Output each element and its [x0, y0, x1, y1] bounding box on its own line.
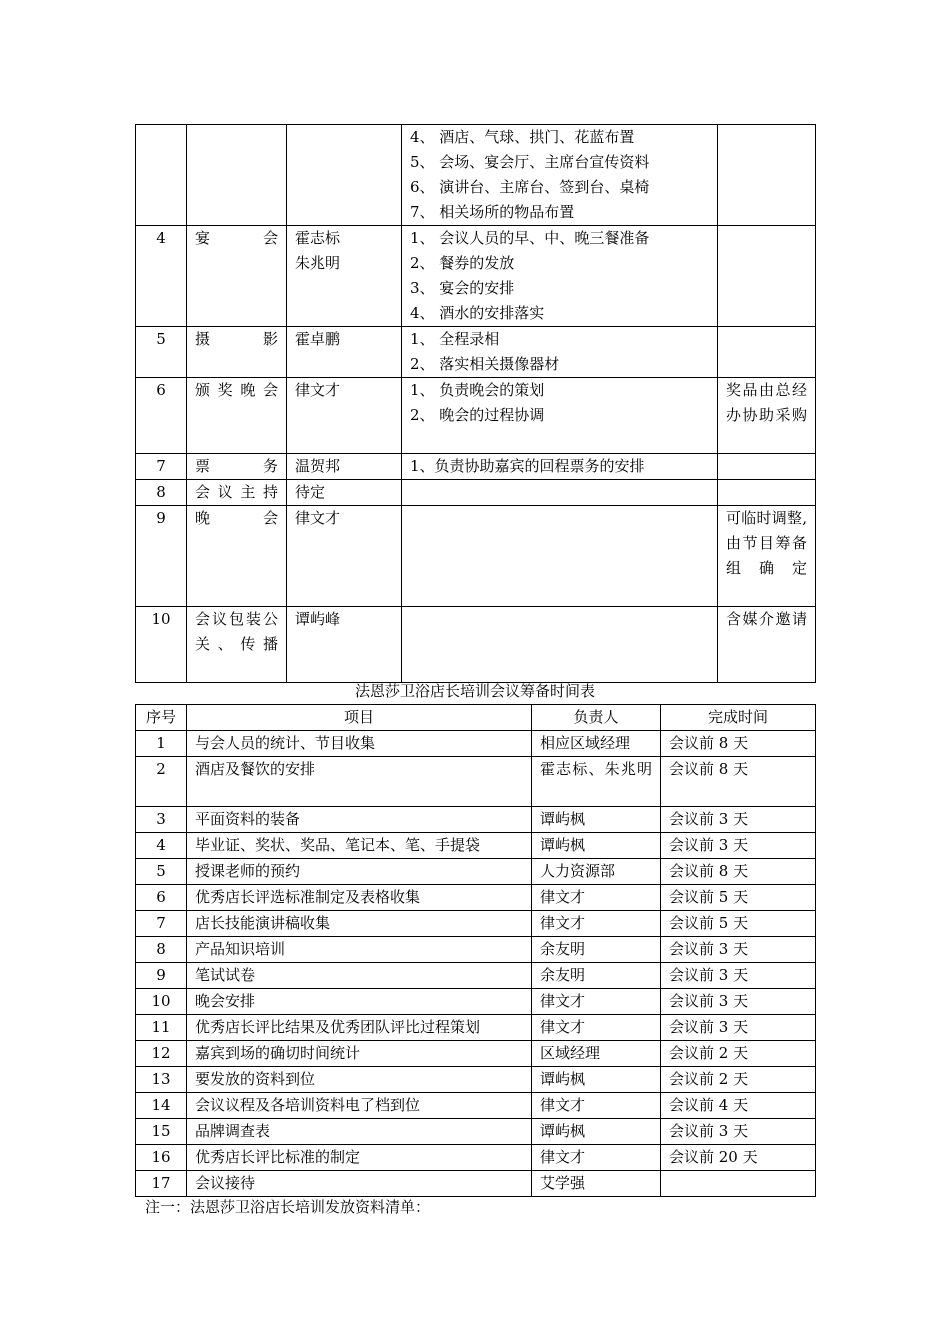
item-cell: 宴会 — [187, 226, 287, 327]
item-cell: 与会人员的统计、节目收集 — [187, 731, 532, 757]
item-cell: 会议包装公关、传播 — [187, 607, 287, 683]
table-row — [136, 226, 816, 327]
table-row — [136, 937, 816, 963]
tasks-cell — [402, 226, 718, 327]
remark-cell — [718, 454, 816, 480]
row-number: 15 — [136, 1119, 187, 1145]
header-owner: 负责人 — [532, 705, 661, 731]
tasks-cell — [402, 506, 718, 607]
owner-cell: 余友明 — [532, 937, 661, 963]
item-cell: 产品知识培训 — [187, 937, 532, 963]
tasks-cell — [402, 454, 718, 480]
table-row — [136, 885, 816, 911]
table-row — [136, 963, 816, 989]
time-cell: 会议前 8 天 — [661, 731, 816, 757]
owner-cell: 谭屿枫 — [532, 1067, 661, 1093]
item-cell: 晚会 — [187, 506, 287, 607]
item-cell: 店长技能演讲稿收集 — [187, 911, 532, 937]
owner-cell: 待定 — [287, 480, 402, 506]
header-item: 项目 — [187, 705, 532, 731]
table-row — [136, 1145, 816, 1171]
item-cell: 毕业证、奖状、奖品、笔记本、笔、手提袋 — [187, 833, 532, 859]
table-row — [136, 607, 816, 683]
item-cell: 会议接待 — [187, 1171, 532, 1197]
time-cell: 会议前 8 天 — [661, 859, 816, 885]
task-line: 2、 餐券的发放 — [410, 254, 515, 272]
header-no: 序号 — [136, 705, 187, 731]
item-cell: 颁奖晚会 — [187, 378, 287, 454]
item-cell: 要发放的资料到位 — [187, 1067, 532, 1093]
owner-cell: 律文才 — [287, 506, 402, 607]
task-assignment-table — [135, 124, 816, 683]
owner-cell: 霍卓鹏 — [287, 327, 402, 378]
time-cell: 会议前 2 天 — [661, 1041, 816, 1067]
remark-cell — [718, 125, 816, 226]
owner-cell: 谭屿峰 — [287, 607, 402, 683]
table-row — [136, 378, 816, 454]
row-number: 8 — [136, 937, 187, 963]
row-number: 6 — [136, 378, 187, 454]
owner-cell: 霍志标 朱兆明 — [287, 226, 402, 327]
time-cell: 会议前 5 天 — [661, 885, 816, 911]
row-number: 9 — [136, 506, 187, 607]
row-number — [136, 125, 187, 226]
remark-cell — [718, 226, 816, 327]
owner-cell: 霍志标、朱兆明 — [532, 757, 661, 807]
task-line: 1、负责协助嘉宾的回程票务的安排 — [410, 457, 645, 475]
tasks-cell — [402, 378, 718, 454]
table-row — [136, 1093, 816, 1119]
item-cell: 平面资料的装备 — [187, 807, 532, 833]
remark-cell — [718, 327, 816, 378]
item-cell: 会议主持 — [187, 480, 287, 506]
row-number: 9 — [136, 963, 187, 989]
time-cell: 会议前 8 天 — [661, 757, 816, 807]
item-cell: 会议议程及各培训资料电了档到位 — [187, 1093, 532, 1119]
task-line: 1、 会议人员的早、中、晚三餐准备 — [410, 229, 650, 247]
row-number: 10 — [136, 989, 187, 1015]
row-number: 8 — [136, 480, 187, 506]
table-row — [136, 1041, 816, 1067]
row-number: 2 — [136, 757, 187, 807]
header-time: 完成时间 — [661, 705, 816, 731]
item-cell: 摄影 — [187, 327, 287, 378]
time-cell — [661, 1171, 816, 1197]
time-cell: 会议前 3 天 — [661, 963, 816, 989]
row-number: 1 — [136, 731, 187, 757]
schedule-table — [135, 704, 816, 1197]
owner-cell: 律文才 — [532, 885, 661, 911]
owner-cell: 律文才 — [532, 989, 661, 1015]
row-number: 16 — [136, 1145, 187, 1171]
table-row — [136, 1015, 816, 1041]
owner-cell: 律文才 — [532, 911, 661, 937]
item-cell: 品牌调查表 — [187, 1119, 532, 1145]
time-cell: 会议前 4 天 — [661, 1093, 816, 1119]
row-number: 4 — [136, 833, 187, 859]
schedule-caption: 法恩莎卫浴店长培训会议筹备时间表 — [354, 682, 595, 700]
row-number: 17 — [136, 1171, 187, 1197]
owner-cell: 谭屿枫 — [532, 1119, 661, 1145]
item-cell — [187, 125, 287, 226]
row-number: 10 — [136, 607, 187, 683]
row-number: 5 — [136, 859, 187, 885]
task-line: 2、 晚会的过程协调 — [410, 406, 545, 424]
owner-cell: 律文才 — [532, 1145, 661, 1171]
tasks-cell — [402, 480, 718, 506]
row-number: 5 — [136, 327, 187, 378]
time-cell: 会议前 3 天 — [661, 833, 816, 859]
note-text: 注一：法恩莎卫浴店长培训发放资料清单： — [145, 1198, 431, 1216]
table-row — [136, 807, 816, 833]
row-number: 4 — [136, 226, 187, 327]
table-row — [136, 327, 816, 378]
table-row — [136, 506, 816, 607]
remark-cell: 奖品由总经办协助采购 — [718, 378, 816, 454]
task-line: 1、 负责晚会的策划 — [410, 381, 545, 399]
row-number: 14 — [136, 1093, 187, 1119]
owner-cell: 人力资源部 — [532, 859, 661, 885]
item-cell: 嘉宾到场的确切时间统计 — [187, 1041, 532, 1067]
task-line: 4、 酒店、气球、拱门、花蓝布置 — [410, 128, 635, 146]
remark-cell: 含媒介邀请 — [718, 607, 816, 683]
owner-cell: 律文才 — [287, 378, 402, 454]
owner-cell — [287, 125, 402, 226]
row-number: 6 — [136, 885, 187, 911]
task-line: 4、 酒水的安排落实 — [410, 304, 545, 322]
task-line: 6、 演讲台、主席台、签到台、桌椅 — [410, 178, 650, 196]
time-cell: 会议前 5 天 — [661, 911, 816, 937]
owner-cell: 温贺邦 — [287, 454, 402, 480]
owner-cell: 区域经理 — [532, 1041, 661, 1067]
task-assignment-body — [136, 125, 816, 683]
table-row — [136, 480, 816, 506]
owner-cell: 律文才 — [532, 1015, 661, 1041]
time-cell: 会议前 3 天 — [661, 1119, 816, 1145]
item-cell: 酒店及餐饮的安排 — [187, 757, 532, 807]
task-line: 1、 全程录相 — [410, 330, 500, 348]
owner-cell: 谭屿枫 — [532, 833, 661, 859]
time-cell: 会议前 3 天 — [661, 807, 816, 833]
owner-cell: 余友明 — [532, 963, 661, 989]
table-row — [136, 125, 816, 226]
time-cell: 会议前 3 天 — [661, 937, 816, 963]
row-number: 12 — [136, 1041, 187, 1067]
owner-cell: 相应区域经理 — [532, 731, 661, 757]
item-cell: 票务 — [187, 454, 287, 480]
table-row — [136, 1119, 816, 1145]
time-cell: 会议前 3 天 — [661, 1015, 816, 1041]
table-row — [136, 454, 816, 480]
owner-cell: 律文才 — [532, 1093, 661, 1119]
table-row — [136, 859, 816, 885]
table-row — [136, 1067, 816, 1093]
task-line: 7、 相关场所的物品布置 — [410, 203, 575, 221]
owner-cell: 谭屿枫 — [532, 807, 661, 833]
item-cell: 优秀店长评比标准的制定 — [187, 1145, 532, 1171]
tasks-cell — [402, 125, 718, 226]
table-row — [136, 911, 816, 937]
row-number: 11 — [136, 1015, 187, 1041]
row-number: 7 — [136, 454, 187, 480]
item-cell: 优秀店长评选标准制定及表格收集 — [187, 885, 532, 911]
table-row — [136, 989, 816, 1015]
owner-cell: 艾学强 — [532, 1171, 661, 1197]
table-row — [136, 1171, 816, 1197]
time-cell: 会议前 2 天 — [661, 1067, 816, 1093]
schedule-body — [136, 731, 816, 1197]
item-cell: 晚会安排 — [187, 989, 532, 1015]
tasks-cell — [402, 607, 718, 683]
item-cell: 优秀店长评比结果及优秀团队评比过程策划 — [187, 1015, 532, 1041]
schedule-header-row — [136, 705, 816, 731]
table-row — [136, 731, 816, 757]
item-cell: 授课老师的预约 — [187, 859, 532, 885]
row-number: 13 — [136, 1067, 187, 1093]
row-number: 7 — [136, 911, 187, 937]
table-row — [136, 833, 816, 859]
row-number: 3 — [136, 807, 187, 833]
table-row — [136, 757, 816, 807]
task-line: 5、 会场、宴会厅、主席台宣传资料 — [410, 153, 650, 171]
tasks-cell — [402, 327, 718, 378]
time-cell: 会议前 3 天 — [661, 989, 816, 1015]
task-line: 3、 宴会的安排 — [410, 279, 515, 297]
remark-cell: 可临时调整,由节目筹备组确定 — [718, 506, 816, 607]
time-cell: 会议前 20 天 — [661, 1145, 816, 1171]
remark-cell — [718, 480, 816, 506]
item-cell: 笔试试卷 — [187, 963, 532, 989]
task-line: 2、 落实相关摄像器材 — [410, 355, 560, 373]
